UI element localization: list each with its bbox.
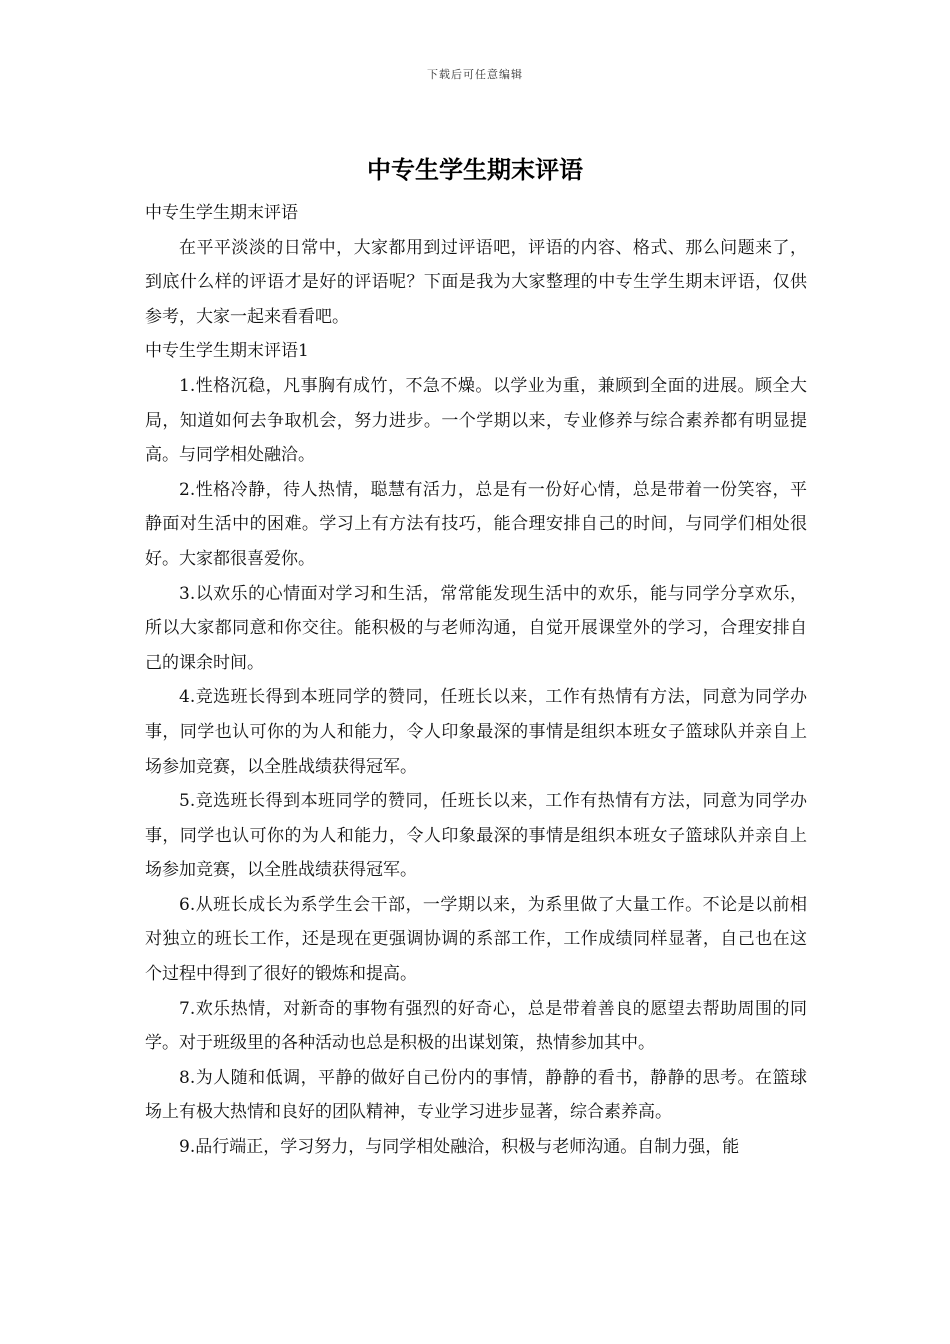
comment-item-1: 1.性格沉稳，凡事胸有成竹，不急不燥。以学业为重，兼顾到全面的进展。顾全大局，知道如何去争取机会，努力进步。一个学期以来，专业修养与综合素养都有明显提高。与同学相处融洽。	[145, 375, 807, 466]
comment-item-8: 8.为人随和低调，平静的做好自己份内的事情，静静的看书，静静的思考。在篮球场上有极大热情和良好的团队精神，专业学习进步显著，综合素养高。	[145, 1067, 807, 1123]
section-heading: 中专生学生期末评语1	[145, 341, 309, 362]
document-title: 中专生学生期末评语	[367, 155, 583, 184]
header-note: 下载后可任意编辑	[427, 68, 523, 81]
comment-item-7: 7.欢乐热情，对新奇的事物有强烈的好奇心，总是带着善良的愿望去帮助周围的同学。对于班级里的各种活动也总是积极的出谋划策，热情参加其中。	[145, 998, 807, 1054]
comment-item-4: 4.竞选班长得到本班同学的赞同，任班长以来，工作有热情有方法，同意为同学办事，同学也认可你的为人和能力，令人印象最深的事情是组织本班女子篮球队并亲自上场参加竞赛，以全胜战绩获得冠军。	[145, 687, 807, 777]
comment-item-2: 2.性格冷静，待人热情，聪慧有活力，总是有一份好心情，总是带着一份笑容，平静面对生活中的困难。学习上有方法有技巧，能合理安排自己的时间，与同学们相处很好。大家都很喜爱你。	[145, 479, 807, 569]
comment-item-5: 5.竞选班长得到本班同学的赞同，任班长以来，工作有热情有方法，同意为同学办事，同学也认可你的为人和能力，令人印象最深的事情是组织本班女子篮球队并亲自上场参加竞赛，以全胜战绩获得冠军。	[145, 791, 807, 881]
document-body	[145, 196, 807, 1165]
comment-item-9: 9.品行端正，学习努力，与同学相处融洽，积极与老师沟通。自制力强，能	[179, 1137, 740, 1158]
intro-paragraph: 在平平淡淡的日常中，大家都用到过评语吧，评语的内容、格式、那么问题来了，到底什么样的评语才是好的评语呢？下面是我为大家整理的中专生学生期末评语，仅供参考，大家一起来看看吧。	[145, 237, 807, 327]
comment-item-6: 6.从班长成长为系学生会干部，一学期以来，为系里做了大量工作。不论是以前相对独立的班长工作，还是现在更强调协调的系部工作，工作成绩同样显著，自己也在这个过程中得到了很好的锻炼和提高。	[145, 894, 807, 985]
document-subtitle: 中专生学生期末评语	[145, 203, 298, 223]
comment-item-3: 3.以欢乐的心情面对学习和生活，常常能发现生活中的欢乐，能与同学分享欢乐，所以大家都同意和你交往。能积极的与老师沟通，自觉开展课堂外的学习，合理安排自己的课余时间。	[145, 583, 807, 673]
